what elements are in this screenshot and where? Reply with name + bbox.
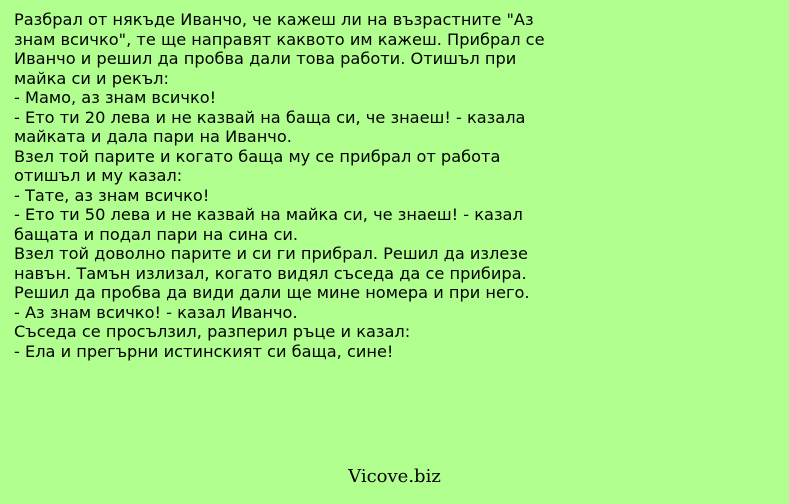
joke-line: Разбрал от някъде Иванчо, че кажеш ли на възрастните "Аз bbox=[14, 10, 534, 29]
joke-text bbox=[14, 10, 574, 361]
joke-line: - Мамо, аз знам всичко! bbox=[14, 88, 217, 107]
joke-line: отишъл и му казал: bbox=[14, 166, 183, 185]
joke-line: - Аз знам всичко! - казал Иванчо. bbox=[14, 302, 298, 322]
joke-line: Иванчо и решил да пробва дали това работи. Отишъл при bbox=[14, 49, 517, 68]
joke-line: - Ето ти 50 лева и не казвай на майка си, че знаеш! - казал bbox=[14, 205, 523, 224]
joke-line: Решил да пробва да види дали ще мине номера и при него. bbox=[14, 283, 530, 302]
joke-line: Взел той доволно парите и си ги прибрал. Решил да излезе bbox=[14, 244, 528, 263]
joke-line: Взел той парите и когато баща му се прибрал от работа bbox=[14, 146, 501, 166]
joke-line: майката и дала пари на Иванчо. bbox=[14, 127, 292, 146]
joke-line: бащата и подал пари на сина си. bbox=[14, 224, 299, 244]
joke-line: - Ела и прегърни истинският си баща, сине! bbox=[14, 341, 394, 361]
site-watermark: Vicove.biz bbox=[348, 466, 441, 487]
joke-line: - Ето ти 20 лева и не казвай на баща си, че знаеш! - казала bbox=[14, 107, 526, 127]
joke-line: навън. Тамън излизал, когато видял съседа да се прибира. bbox=[14, 263, 527, 283]
joke-line: знам всичко", те ще направят каквото им кажеш. Прибрал се bbox=[14, 29, 545, 49]
joke-line: Съседа се просълзил, разперил ръце и казал: bbox=[14, 322, 411, 341]
joke-line: майка си и рекъл: bbox=[14, 68, 169, 88]
joke-line: - Тате, аз знам всичко! bbox=[14, 185, 210, 205]
